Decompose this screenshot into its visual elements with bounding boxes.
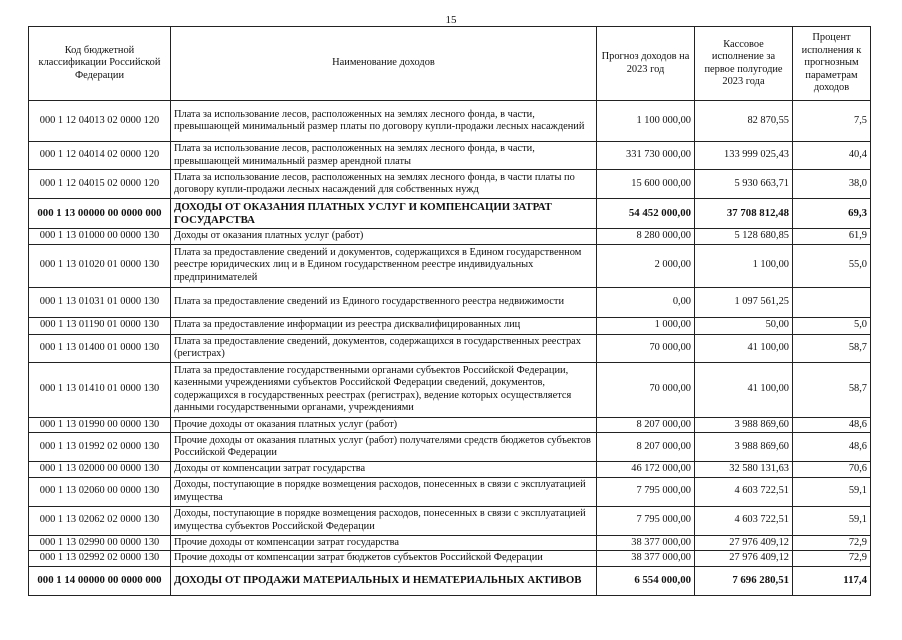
row-percent: 59,1 — [793, 477, 871, 506]
row-forecast: 331 730 000,00 — [597, 142, 695, 170]
table-row — [29, 433, 871, 462]
row-name: Плата за использование лесов, расположенных на землях лесного фонда, в части, превышающей минимальный размер арендной платы — [171, 142, 597, 170]
row-code: 000 1 13 01992 02 0000 130 — [29, 433, 171, 462]
row-code: 000 1 13 01190 01 0000 130 — [29, 317, 171, 334]
row-forecast: 8 207 000,00 — [597, 433, 695, 462]
row-actual: 50,00 — [695, 317, 793, 334]
row-forecast: 2 000,00 — [597, 244, 695, 287]
row-forecast: 15 600 000,00 — [597, 170, 695, 199]
row-actual: 3 988 869,60 — [695, 417, 793, 433]
table-row — [29, 170, 871, 199]
row-percent: 117,4 — [793, 566, 871, 595]
row-name: Прочие доходы от компенсации затрат государства — [171, 535, 597, 551]
row-percent: 58,7 — [793, 362, 871, 417]
row-forecast: 8 280 000,00 — [597, 229, 695, 245]
row-actual: 7 696 280,51 — [695, 566, 793, 595]
row-forecast: 54 452 000,00 — [597, 199, 695, 229]
row-percent — [793, 287, 871, 317]
row-percent: 48,6 — [793, 433, 871, 462]
row-name: ДОХОДЫ ОТ ПРОДАЖИ МАТЕРИАЛЬНЫХ И НЕМАТЕРИАЛЬНЫХ АКТИВОВ — [171, 566, 597, 595]
row-name: Плата за использование лесов, расположенных на землях лесного фонда, в части платы по договору купли-продажи лесных насаждений для собственных нужд — [171, 170, 597, 199]
row-code: 000 1 14 00000 00 0000 000 — [29, 566, 171, 595]
row-code: 000 1 13 01031 01 0000 130 — [29, 287, 171, 317]
table-row — [29, 334, 871, 362]
row-forecast: 1 100 000,00 — [597, 101, 695, 142]
row-code: 000 1 13 02990 00 0000 130 — [29, 535, 171, 551]
row-percent: 70,6 — [793, 462, 871, 478]
row-actual: 41 100,00 — [695, 362, 793, 417]
table-row — [29, 417, 871, 433]
row-actual: 5 930 663,71 — [695, 170, 793, 199]
row-forecast: 1 000,00 — [597, 317, 695, 334]
table-row — [29, 362, 871, 417]
row-forecast: 8 207 000,00 — [597, 417, 695, 433]
row-percent: 55,0 — [793, 244, 871, 287]
row-name: Плата за предоставление сведений из Единого государственного реестра недвижимости — [171, 287, 597, 317]
row-name: Прочие доходы от компенсации затрат бюджетов субъектов Российской Федерации — [171, 551, 597, 567]
row-name: Плата за предоставление государственными органами субъектов Российской Федерации, казенными учреждениями субъектов Российской Федерации сведений, документов, содержащихся в государственных реестрах (регистрах), ведение которых осуществляется данными государственными органами, учреждениями — [171, 362, 597, 417]
row-forecast: 38 377 000,00 — [597, 551, 695, 567]
row-percent: 40,4 — [793, 142, 871, 170]
revenue-table — [28, 26, 871, 596]
row-actual: 4 603 722,51 — [695, 506, 793, 535]
row-code: 000 1 13 02060 00 0000 130 — [29, 477, 171, 506]
table-row — [29, 506, 871, 535]
row-code: 000 1 12 04014 02 0000 120 — [29, 142, 171, 170]
row-actual: 1 097 561,25 — [695, 287, 793, 317]
row-percent: 59,1 — [793, 506, 871, 535]
header-actual: Кассовое исполнение за первое полугодие 2023 года — [695, 27, 793, 101]
table-row — [29, 551, 871, 567]
table-row — [29, 142, 871, 170]
table-row — [29, 535, 871, 551]
row-actual: 37 708 812,48 — [695, 199, 793, 229]
row-actual: 82 870,55 — [695, 101, 793, 142]
row-name: Прочие доходы от оказания платных услуг (работ) получателями средств бюджетов субъектов Российской Федерации — [171, 433, 597, 462]
row-code: 000 1 12 04013 02 0000 120 — [29, 101, 171, 142]
row-forecast: 70 000,00 — [597, 362, 695, 417]
row-percent: 38,0 — [793, 170, 871, 199]
header-percent: Процент исполнения к прогнозным параметрам доходов — [793, 27, 871, 101]
row-percent: 69,3 — [793, 199, 871, 229]
row-name: Плата за предоставление сведений, документов, содержащихся в государственных реестрах (регистрах) — [171, 334, 597, 362]
row-code: 000 1 13 01020 01 0000 130 — [29, 244, 171, 287]
table-row — [29, 477, 871, 506]
row-name: Плата за предоставление сведений и документов, содержащихся в Едином государственном реестре юридических лиц и в Едином государственном реестре индивидуальных предпринимателей — [171, 244, 597, 287]
row-actual: 3 988 869,60 — [695, 433, 793, 462]
row-actual: 5 128 680,85 — [695, 229, 793, 245]
row-code: 000 1 13 00000 00 0000 000 — [29, 199, 171, 229]
row-forecast: 70 000,00 — [597, 334, 695, 362]
table-row — [29, 199, 871, 229]
row-code: 000 1 13 01000 00 0000 130 — [29, 229, 171, 245]
table-row — [29, 244, 871, 287]
row-percent: 7,5 — [793, 101, 871, 142]
row-percent: 72,9 — [793, 535, 871, 551]
row-code: 000 1 12 04015 02 0000 120 — [29, 170, 171, 199]
row-actual: 27 976 409,12 — [695, 535, 793, 551]
table-header-row — [29, 27, 871, 101]
row-code: 000 1 13 02062 02 0000 130 — [29, 506, 171, 535]
row-forecast: 46 172 000,00 — [597, 462, 695, 478]
row-name: Плата за предоставление информации из реестра дисквалифицированных лиц — [171, 317, 597, 334]
row-percent: 72,9 — [793, 551, 871, 567]
row-code: 000 1 13 01400 01 0000 130 — [29, 334, 171, 362]
header-name: Наименование доходов — [171, 27, 597, 101]
row-forecast: 6 554 000,00 — [597, 566, 695, 595]
row-name: Доходы, поступающие в порядке возмещения расходов, понесенных в связи с эксплуатацией имущества — [171, 477, 597, 506]
row-forecast: 7 795 000,00 — [597, 477, 695, 506]
row-actual: 1 100,00 — [695, 244, 793, 287]
row-code: 000 1 13 02992 02 0000 130 — [29, 551, 171, 567]
row-name: Доходы от оказания платных услуг (работ) — [171, 229, 597, 245]
row-percent: 58,7 — [793, 334, 871, 362]
table-body — [29, 101, 871, 596]
header-code: Код бюджетной классификации Российской Федерации — [29, 27, 171, 101]
row-actual: 27 976 409,12 — [695, 551, 793, 567]
row-code: 000 1 13 01410 01 0000 130 — [29, 362, 171, 417]
row-name: Доходы, поступающие в порядке возмещения расходов, понесенных в связи с эксплуатацией имущества субъектов Российской Федерации — [171, 506, 597, 535]
table-row — [29, 566, 871, 595]
row-forecast: 0,00 — [597, 287, 695, 317]
page-number: 15 — [445, 14, 457, 26]
row-name: Доходы от компенсации затрат государства — [171, 462, 597, 478]
row-code: 000 1 13 02000 00 0000 130 — [29, 462, 171, 478]
row-percent: 61,9 — [793, 229, 871, 245]
row-actual: 41 100,00 — [695, 334, 793, 362]
row-code: 000 1 13 01990 00 0000 130 — [29, 417, 171, 433]
header-forecast: Прогноз доходов на 2023 год — [597, 27, 695, 101]
row-name: Плата за использование лесов, расположенных на землях лесного фонда, в части, превышающей минимальный размер платы по договору купли-продажи лесных насаждений — [171, 101, 597, 142]
table-row — [29, 462, 871, 478]
row-actual: 4 603 722,51 — [695, 477, 793, 506]
table-row — [29, 101, 871, 142]
row-name: Прочие доходы от оказания платных услуг (работ) — [171, 417, 597, 433]
row-percent: 5,0 — [793, 317, 871, 334]
table-row — [29, 287, 871, 317]
row-forecast: 7 795 000,00 — [597, 506, 695, 535]
table-row — [29, 229, 871, 245]
row-name: ДОХОДЫ ОТ ОКАЗАНИЯ ПЛАТНЫХ УСЛУГ И КОМПЕНСАЦИИ ЗАТРАТ ГОСУДАРСТВА — [171, 199, 597, 229]
row-forecast: 38 377 000,00 — [597, 535, 695, 551]
row-actual: 133 999 025,43 — [695, 142, 793, 170]
row-actual: 32 580 131,63 — [695, 462, 793, 478]
table-row — [29, 317, 871, 334]
row-percent: 48,6 — [793, 417, 871, 433]
